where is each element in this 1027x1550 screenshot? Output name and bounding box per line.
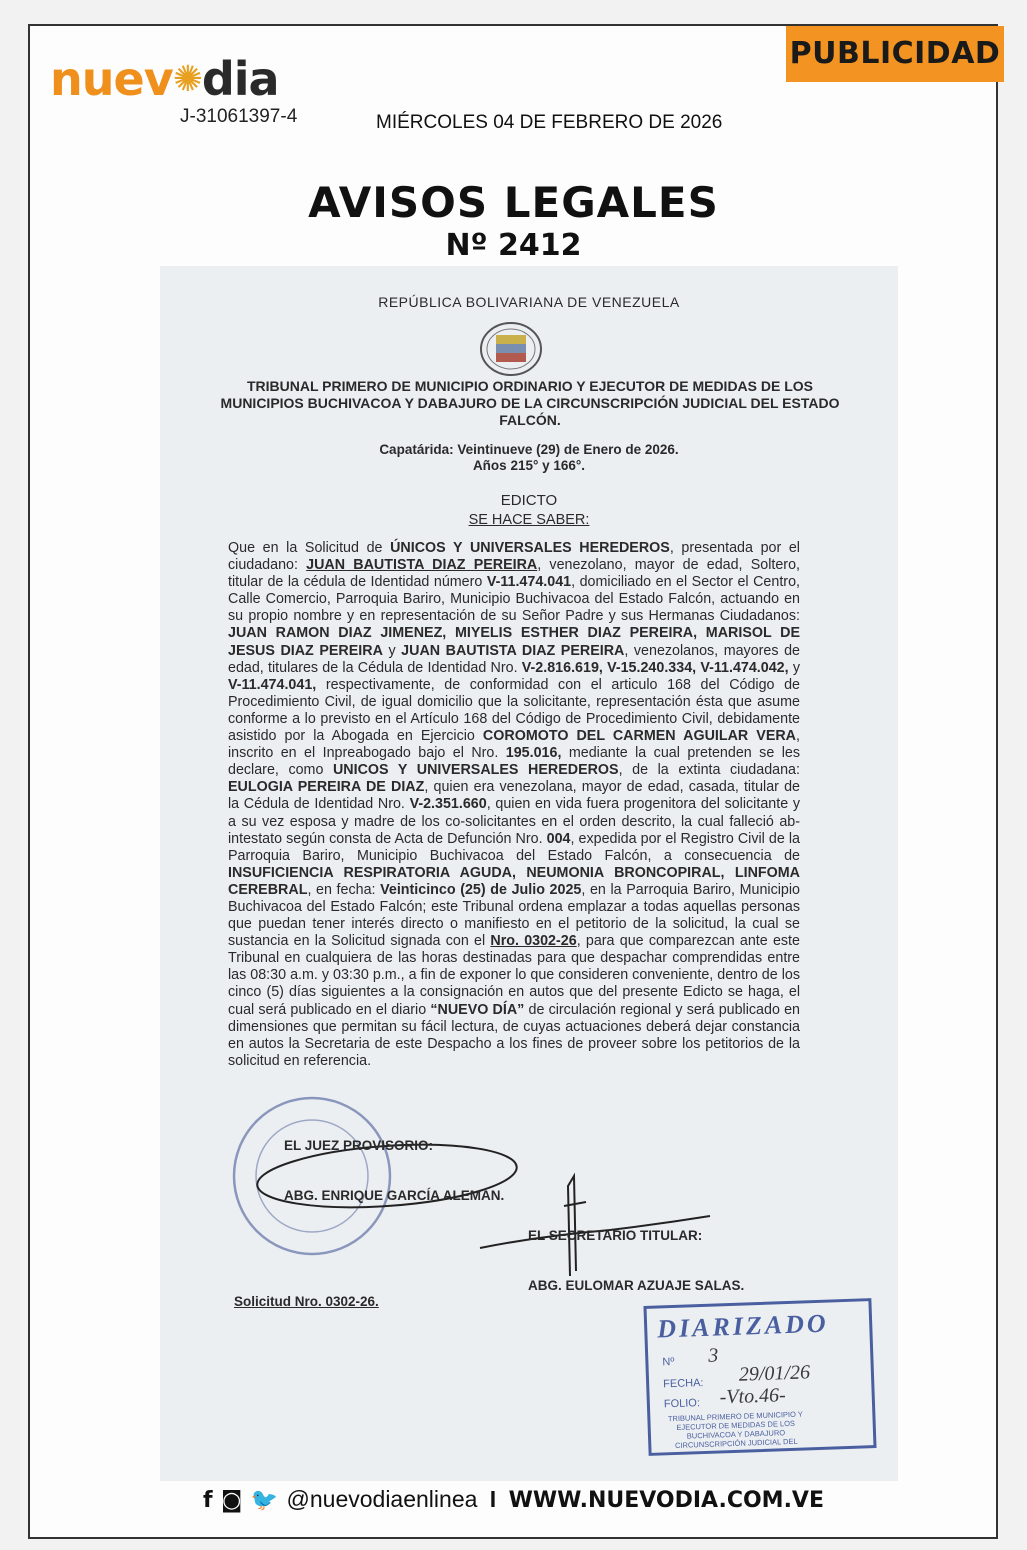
sun-icon: ✺ [172, 59, 202, 100]
stamp-heading: DIARIZADO [656, 1308, 830, 1344]
judge-title: EL JUEZ PROVISORIO: [284, 1138, 434, 1153]
secretary-title: EL SECRETARIO TITULAR: [528, 1228, 703, 1243]
court-heading: TRIBUNAL PRIMERO DE MUNICIPIO ORDINARIO Y EJECUTOR DE MEDIDAS DE LOS MUNICIPIOS BUCHIVACOA Y DABAJURO DE LA CIRCUNSCRIPCIÓN JUDICIAL DEL ESTADO FALCÓN. [220, 378, 840, 428]
diarizado-stamp: DIARIZADO Nº 3 FECHA: 29/01/26 FOLIO: -Vto.46- TRIBUNAL PRIMERO DE MUNICIPIO Y EJECUTOR DE MEDIDAS DE LOS BUCHIVACOA Y DABAJURO CIRCUNSCRIPCIÓN JUDICIAL DEL [643, 1298, 876, 1456]
publicidad-badge: PUBLICIDAD [786, 26, 1004, 82]
hace-saber-heading: SE HACE SABER: [468, 512, 590, 528]
judge-name: ABG. ENRIQUE GARCÍA ALEMÁN. [284, 1188, 505, 1203]
solicitud-number: Solicitud Nro. 0302-26. [234, 1294, 379, 1309]
edicto-heading: EDICTO [500, 492, 558, 509]
place-date: Capatárida: Veintinueve (29) de Enero de 2026. [379, 442, 679, 457]
years-line: Años 215° y 166°. [472, 458, 586, 473]
issue-number: Nº 2412 [445, 228, 582, 263]
social-handle[interactable]: @nuevodiaenlinea [286, 1486, 478, 1512]
footer: f ◙ 🐦 @nuevodiaenlinea I WWW.NUEVODIA.COM.VE [203, 1486, 824, 1513]
instagram-icon[interactable]: ◙ [220, 1488, 243, 1513]
national-seal-icon [478, 321, 544, 377]
company-rif: J-31061397-4 [180, 106, 298, 127]
section-title: AVISOS LEGALES [308, 178, 719, 227]
secretary-name: ABG. EULOMAR AZUAJE SALAS. [528, 1278, 745, 1293]
facebook-icon[interactable]: f [203, 1488, 213, 1513]
secretary-signature [460, 1166, 720, 1286]
twitter-icon[interactable]: 🐦 [250, 1488, 279, 1513]
website-link[interactable]: WWW.NUEVODIA.COM.VE [508, 1488, 824, 1513]
issue-date: MIÉRCOLES 04 DE FEBRERO DE 2026 [376, 112, 723, 133]
edicto-body: Que en la Solicitud de ÚNICOS Y UNIVERSALES HEREDEROS, presentada por el ciudadano: JUAN BAUTISTA DIAZ PEREIRA, venezolano, mayor de edad, Soltero, titular de la cédula de Identidad número V-11.474.041, domiciliado en el Sector el Centro, Calle Comercio, Parroquia Bariro, Municipio Buchivacoa del Estado Falcón, actuando en su propio nombre y en representación de su Señor Padre y sus Hermanas Ciudadanos: JUAN RAMON DIAZ JIMENEZ, MIYELIS ESTHER DIAZ PEREIRA, MARISOL DE JESUS DIAZ PEREIRA y JUAN BAUTISTA DIAZ PEREIRA, venezolanos, mayores de edad, titulares de la Cédula de Identidad Nro. V-2.816.619, V-15.240.334, V-11.474.042, y V-11.474.041, respectivamente, de conformidad con el articulo 168 del Código de Procedimiento Civil, de igual domicilio que la solicitante, representación ésta que asume conforme a lo previsto en el Artículo 168 del Código de Procedimiento Civil, debidamente asistido por la Abogada en Ejercicio COROMOTO DEL CARMEN AGUILAR VERA, inscrito en el Inpreabogado bajo el Nro. 195.016, mediante la cual pretenden se les declare, como UNICOS Y UNIVERSALES HEREDEROS, de la extinta ciudadana: EULOGIA PEREIRA DE DIAZ, quien era venezolana, mayor de edad, casada, titular de la Cédula de Identidad Nro. V-2.351.660, quien en vida fuera progenitora del solicitante y a su vez esposa y madre de los co-solicitantes en el orden descrito, la cual falleció ab-intestato según consta de Acta de Defunción Nro. 004, expedida por el Registro Civil de la Parroquia Bariro, Municipio Buchivacoa del Estado Falcón, a consecuencia de INSUFICIENCIA RESPIRATORIA AGUDA, NEUMONIA BRONCOPIRAL, LINFOMA CEREBRAL, en fecha: Veinticinco (25) de Julio 2025, en la Parroquia Bariro, Municipio Buchivacoa del Estado Falcón; este Tribunal ordena emplazar a todas aquellas personas que puedan tener interés directo o manifiesto en el petitorio de la solicitud, la cual se sustancia en la Solicitud signada con el Nro. 0302-26, para que comparezcan ante este Tribunal en cualquiera de las horas destinadas para que despachar comprendidas entre las 08:30 a.m. y 03:30 p.m., a fin de exponer lo que consideren conveniente, dentro de los cinco (5) días siguientes a la consignación en autos que del presente Edicto se haga, el cual será publicado en el diario “NUEVO DÍA” de circulación regional y será publicado en dimensiones que permitan su fácil lectura, de cuyas actuaciones deberá dejar constancia en autos la Secretaria de este Despacho a los fines de proveer sobre los petitorios de la solicitud en referencia. [228, 540, 800, 1069]
legal-notice-document [160, 266, 898, 1481]
republic-heading: REPÚBLICA BOLIVARIANA DE VENEZUELA [378, 294, 680, 310]
nuevodia-logo: nuev✺dia [50, 52, 279, 106]
